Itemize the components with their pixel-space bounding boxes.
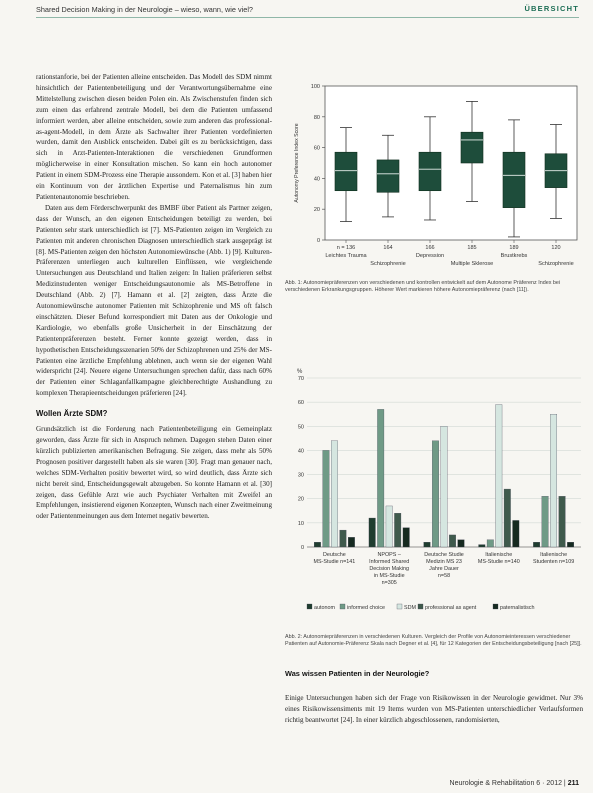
y-tick-label: 70 [297,376,304,382]
bar [323,450,330,547]
y-axis-label: % [297,369,303,375]
box [377,160,399,192]
y-tick-label: 40 [297,448,304,455]
category-label: Schizophrenie [370,261,406,267]
category-label: Deutsche Studie Medizin MS 23 Jahre Dauer n=58 [424,552,464,579]
figure1-caption: Abb. 1: Autonomiepräferenzen von verschiedenen und kontrollen entwickelt auf dem Autonome Präferenz Index bei verschiedenen Erkrankungsgruppen. Höherer Wert markieren höhere Autonomiepräferenz (nach [11]). [285,280,561,294]
category-label: Deutsche MS-Studie n=141 [313,552,356,565]
y-axis-label: Autonomy Preference Index Score [294,123,300,203]
bar [550,414,557,547]
bar [432,441,439,547]
plot-frame [325,86,577,240]
box [461,132,483,163]
category-label: Italienische Studenten n=109 [532,552,575,565]
page-footer: Neurologie & Rehabilitation 6 · 2012 | 211 [449,780,579,787]
bar [314,542,321,547]
bar-chart [285,364,585,634]
y-tick-label: 100 [310,84,320,90]
left-column [36,72,272,522]
bar [394,513,401,547]
y-tick-label: 60 [297,400,304,407]
y-tick-label: 20 [313,207,320,214]
legend-swatch [397,604,402,609]
boxplot-chart [285,78,585,273]
category-label: Multiple Sklerose [450,261,494,267]
box [419,152,441,191]
y-tick-label: 40 [313,176,320,183]
bar [487,540,494,547]
journal-name: Neurologie & Rehabilitation 6 · 2012 [449,780,562,787]
y-tick-label: 20 [297,496,304,503]
page-number: 211 [567,780,579,787]
category-label: Brustkrebs [500,253,528,259]
bar [449,535,456,547]
bar [533,542,540,547]
bar [559,496,566,547]
running-title: Shared Decision Making in der Neurologie – wieso, wann, wie viel? [36,5,253,14]
paragraph: rationstanforie, bei der Patienten alleine entscheiden. Das Modell des SDM nimmt hinsichtlich der Patientenbeteiligung und der Verantwortungsübernahme eine Mittelstellung zwischen diesen beiden Polen ein. Als Zwischenstufen finden sich zum einen das erfahrend zentrale Modell, bei dem die Patienten umfassend informiert werden, aber alleine entscheiden, sowie zum anderen das professional-as-agent-Modell, in dem Ärzte als Sachwalter ihrer Patienten vordefinierten wurden, damit den Ausblick entscheiden. Dabei gilt es zu berücksichtigen, dass sich in Arzt-Patienten-Interaktionen die verschiedenen Grundformen möglicherweise in einer Konsultation mischen. So kann ein hoch autonomer Patient in einem SDM-Prozess eine Therapie aussondern. Kon et al. [3] haben hier ein Kontinuum von der ärztlichen Expertise und Paternalismus hin zum Patientenautonomie beschrieben. [36,73,272,201]
bar [331,441,338,547]
count-label: 166 [425,245,435,251]
bar [542,496,549,547]
figure2-caption: Abb. 2: Autonomiepräferenzen in verschiedenen Kulturen. Vergleich der Profile von Autonomieinteressen verschiedener Patienten auf Autonomie-Präferenz Skala nach Degner et al. [4], für 12 Kategorien der Entscheidungsbeteiligung [nach [25]]. [285,634,582,648]
bar [377,409,384,547]
category-label: Italienische MS-Studie n=140 [477,552,520,565]
category-label: Leichtes Trauma [325,253,367,259]
bar [340,530,347,547]
bar [496,405,503,547]
y-tick-label: 10 [297,520,304,527]
legend-label: SDM [404,605,416,611]
bar [403,528,410,547]
bar [567,542,574,547]
section-title: Wollen Ärzte SDM? [36,409,108,419]
bar [348,537,355,547]
y-tick-label: 50 [297,424,304,431]
y-tick-label: 80 [313,114,320,121]
bar [386,506,393,547]
count-label: 189 [509,245,519,251]
y-tick-label: 0 [300,545,304,551]
bar [369,518,376,547]
legend-label: informed choice [347,605,386,611]
bar [513,520,520,547]
legend-swatch [493,604,498,609]
count-label: 120 [551,245,561,251]
legend-label: paternalistisch [500,605,535,611]
section-tag: ÜBERSICHT [524,4,579,13]
legend-swatch [340,604,345,609]
y-tick-label: 30 [297,472,304,479]
y-tick-label: 0 [316,238,320,244]
category-label: NPOPS – Informed Shared Decision Making in MS-Studie n=305 [369,552,410,586]
bar [504,489,511,547]
count-label: 185 [467,245,477,251]
count-label: n = 136 [336,245,356,251]
legend-label: professional as agent [425,605,477,611]
box [503,152,525,207]
paragraph: Einige Untersuchungen haben sich der Frage von Risikowissen in der Neurologie gewidmet. Nur 3% eines Risikowissensiments mit 19 Items wurden von MS-Patienten unterschiedlicher Verlaufsformen richtig beantwortet [24]. In einer kürzlich abgeschlossenen, randomisierten, [285,694,583,724]
category-label: Depression [415,253,445,259]
y-tick-label: 60 [313,145,320,152]
right-column [285,693,583,726]
legend-label: autonom [314,605,335,611]
section-title-right: Was wissen Patienten in der Neurologie? [285,669,430,678]
legend-swatch [418,604,423,609]
bar [479,545,486,547]
bar [441,426,448,547]
count-label: 164 [383,245,393,251]
bar [458,540,465,547]
header-rule [36,17,579,18]
paragraph: Grundsätzlich ist die Forderung nach Patientenbeteiligung ein Gemeinplatz geworden, dass Ärzte für sich in Anspruch nehmen. Dagegen stehen Daten einer kürzlich publizierten amerikanischen Befragung. Sie zeigen, dass mehr als 50% Prognosen positiver dargestellt haben als sie waren [30]. Fragt man genauer nach, welches SDM-Verhalten positiv bewertet wird, so wird deutlich, dass Ärzte sich nicht bereit sind, Entscheidungsgewalt abzugeben. So konnte Hamann et al. [30] zeigen, dass Gefühle Arzt wie auch Psychiater Verhalten mit Zweifel an Empfehlungen, insistierend eigenen Konzepten, Wunsch nach einer Zweitmeinung oder Patientenmeinungen aus dem Internet negativ bewerten. [36,425,272,521]
bar [424,542,431,547]
category-label: Schizophrenie [538,261,574,267]
box [335,152,357,191]
legend-swatch [307,604,312,609]
paragraph: Daten aus dem Förderschwerpunkt des BMBF über Patient als Partner zeigen, dass der Wunsch, an den eigenen Entscheidungen beteiligt zu werden, bei Patienten sehr stark unterschiedlich ist [7]. MS-Patienten zeigen im Vergleich zu Patienten mit anderen chronischen Diagnosen unterschiedlich stark ausgeprägt ist [8]. MS-Patienten zeigen den höchsten Autonomiewünsche (Abb. 1) [9]. Kulturen-Präferenzen unterliegen auch kulturellen Einflüssen, wie vergleichende Untersuchungen aus Deutschland und Italien zeigen: In Italien präferieren selbst Medizinstudenten weniger Entscheidungsautonomie als MS-Betroffene in Deutschland (Abb. 2) [7]. Hamann et al. [2] zeigten, dass Ärzte die Autonomiewünsche autonomer Patienten mit Schizophrenie und MS oft falsch einschätzten. Dieser Befund korrespondiert mit Daten aus der Onkologie und Kardiologie, wo ebenfalls große Unsicherheit in der Einschätzung der Patientenpräferenzen besteht. Ferner konnte gezeigt werden, dass in hypothetischen Entscheidungsszenarien 50% der Schizophrenen und 25% der MS-Patienten eine ärztliche Empfehlung ablehnen, auch wenn sie der eigenen Wahl widerspricht [24]. Neuere eigene Untersuchungen sprechen dafür, dass nach 60% der Patienten einer Schlaganfallkampagne gleichberechtigte Aushandlung zu komplexen Therapieentscheidungen präferieren [24]. [36,203,272,398]
